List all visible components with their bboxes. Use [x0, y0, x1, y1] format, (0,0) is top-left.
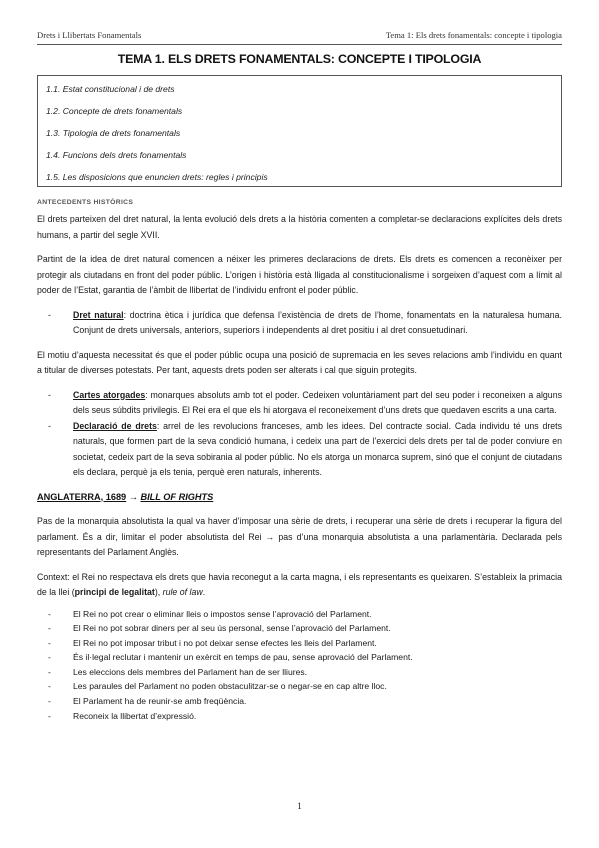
bullet-dash: -: [48, 637, 51, 648]
list-item: [37, 709, 562, 724]
running-header: [37, 30, 562, 45]
bullet-dash: -: [48, 309, 51, 320]
section-heading: ANTECEDENTS HISTÒRICS: [37, 199, 134, 206]
list-item-text: Les eleccions dels membres del Parlament han de ser lliures.: [73, 666, 308, 677]
list-item: [37, 679, 562, 694]
toc-item: 1.2. Concepte de drets fonamentals: [46, 106, 183, 116]
header-right: Tema 1: Els drets fonamentals: concepte i tipologia: [385, 30, 562, 40]
bullet-dash: -: [48, 623, 51, 634]
bullet-item: [37, 419, 562, 481]
bill-of-rights-label: BILL OF RIGHTS: [140, 491, 214, 502]
bullet-dash: -: [48, 608, 51, 619]
bullet-term: Cartes atorgades: [73, 389, 146, 400]
toc-item: 1.1. Estat constitucional i de drets: [46, 84, 175, 94]
bullet-item: [37, 308, 562, 339]
list-item: [37, 665, 562, 680]
list-item: [37, 650, 562, 665]
toc-item: 1.4. Funcions dels drets fonamentals: [46, 150, 187, 160]
page-number: 1: [297, 802, 302, 812]
toc-item: 1.5. Les disposicions que enuncien drets: regles i principis: [46, 172, 268, 182]
bullet-term: Dret natural: [73, 309, 124, 320]
england-heading: [37, 490, 562, 506]
bullet-term: Declaració de drets: [73, 420, 157, 431]
header-left: Drets i Llibertats Fonamentals: [37, 30, 142, 40]
list-item-text: Les paraules del Parlament no poden obstaculitzar-se o negar-se en cap altre lloc.: [73, 681, 387, 692]
list-item-text: És il·legal reclutar i mantenir un exèrcit en temps de pau, sense aprovació del Parlament.: [73, 652, 413, 663]
england-heading-year: ANGLATERRA, 1689: [37, 491, 127, 502]
bullet-dash: -: [48, 710, 51, 721]
list-item: [37, 636, 562, 651]
list-item: [37, 694, 562, 709]
bullet-dash: -: [48, 420, 51, 431]
paragraph: Pas de la monarquia absolutista la qual va haver d’imposar una sèrie de drets, i recuperar una sèrie de drets i recuperar la figura del parlament. És a dir, limitar el poder absolutista del Rei → pas d’una monarquia absolutista a una parlamentària. Declarada pels representants del Parlament Anglès.: [37, 516, 562, 557]
bullet-dash: -: [48, 389, 51, 400]
context-text: Context: el Rei no respectava els drets que havia reconegut a la carta magna, i els representants es queixaren. S’estableix la primacia de la llei (: [37, 571, 562, 597]
bullet-dash: -: [48, 652, 51, 663]
list-item-text: Reconeix la llibertat d’expressió.: [73, 710, 197, 721]
document-body: [37, 199, 562, 723]
list-item: [37, 607, 562, 622]
paragraph: El drets parteixen del dret natural, la lenta evolució dels drets a la història comenten a completar-se declaracions explícites dels drets humans, a partir del segle XVII.: [37, 214, 562, 240]
bullet-text: : doctrina ètica i jurídica que defensa l’existència de drets de l’home, fonamentats en la naturalesa humana. Conjunt de drets universals, anteriors, superiors i independents al dret positiu i al dret consuetudinari.: [73, 309, 562, 335]
list-item-text: El Rei no pot crear o eliminar lleis o impostos sense l’aprovació del Parlament.: [73, 608, 372, 619]
list-item-text: El Parlament ha de reunir-se amb freqüència.: [73, 696, 247, 707]
bullet-dash: -: [48, 696, 51, 707]
bullet-text: : arrel de les revolucions franceses, amb les idees. Del contracte social. Cada individu té uns drets naturals, que formen part de la seva condició humana, i cedeix una part de l’exercici dels drets per tal de poder conviure en societat, cedeix part de la seva sobirania al poder públic. No els atorga un monarca suprem, sinó que el conjunt de ciutadans els declara, perquè ja els tenia, perquè eren naturals, inherents.: [73, 420, 562, 477]
bullet-dash: -: [48, 666, 51, 677]
paragraph: [37, 570, 562, 601]
rights-list: [37, 607, 562, 724]
bullet-dash: -: [48, 681, 51, 692]
arrow-icon: →: [128, 491, 138, 502]
list-item: [37, 621, 562, 636]
table-of-contents: [37, 75, 562, 187]
list-item-text: El Rei no pot sobrar diners per al seu ús personal, sense l’aprovació del Parlament.: [73, 623, 391, 634]
paragraph: El motiu d’aquesta necessitat és que el poder públic ocupa una posició de supremacia en les seves relacions amb l’individu en quant a titular de diverses potestats. Per tant, aquests drets poden ser alterats i cal que siguin protegits.: [37, 349, 562, 375]
page-title: TEMA 1. ELS DRETS FONAMENTALS: CONCEPTE I TIPOLOGIA: [117, 52, 482, 66]
context-text: ),: [154, 587, 163, 597]
bullet-text: : monarques absoluts amb tot el poder. Cedeixen voluntàriament part del seu poder i reconeixen a alguns dels seus súbdits privilegis. El Rei era el que els hi atorgava el reconeixement d’uns drets que quedaven escrits a una carta.: [73, 389, 562, 415]
bullet-item: [37, 388, 562, 419]
list-item-text: El Rei no pot imposar tribut i no pot deixar sense efectes les lleis del Parlament.: [73, 637, 377, 648]
principle-legality: principi de legalitat: [74, 587, 155, 597]
toc-item: 1.3. Tipologia de drets fonamentals: [46, 128, 181, 138]
rule-of-law: rule of law: [162, 587, 203, 597]
context-text: .: [202, 587, 206, 597]
paragraph: Partint de la idea de dret natural comencen a néixer les primeres declaracions de drets. Els drets es comencen a reconèixer per protegir als ciutadans en front del poder públic. L’origen i història està lligada al constitucionalisme i sorgeixen d’aquest com a límit al poder de l’Estat, garantia de l’àmbit de llibertat de l’individu enfront el poder públic.: [37, 254, 562, 295]
